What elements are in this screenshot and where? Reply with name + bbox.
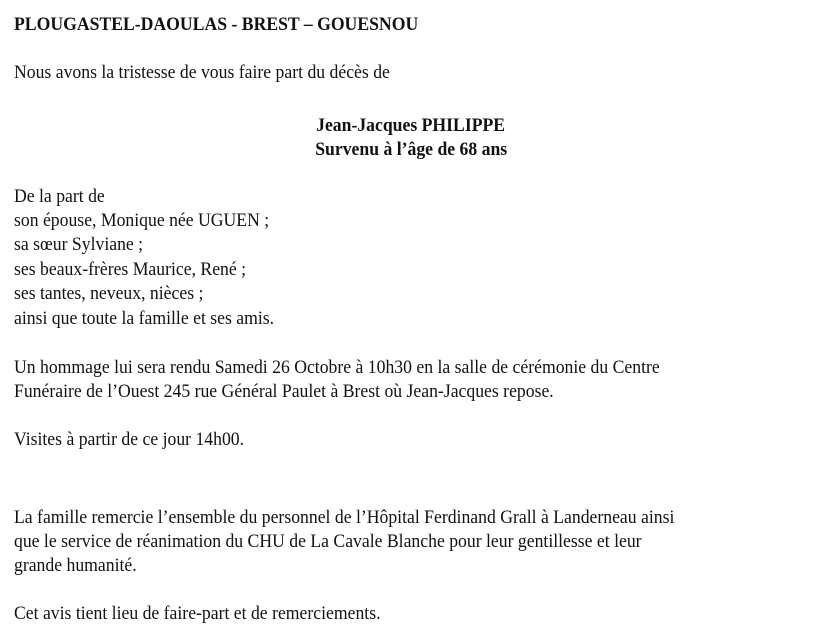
family-line: ses tantes, neveux, nièces ; (14, 283, 204, 304)
closing-text: Cet avis tient lieu de faire-part et de remerciements. (14, 603, 381, 624)
thanks-line: La famille remercie l’ensemble du personnel de l’Hôpital Ferdinand Grall à Landerneau ainsi (14, 507, 675, 528)
thanks-line: que le service de réanimation du CHU de La Cavale Blanche pour leur gentillesse et leur (14, 531, 642, 552)
thanks-line: grande humanité. (14, 555, 137, 576)
deceased-age (0, 139, 822, 161)
ceremony-line: Funéraire de l’Ouest 245 rue Général Paulet à Brest où Jean-Jacques repose. (14, 381, 554, 402)
family-line: sa sœur Sylviane ; (14, 234, 144, 255)
deceased-name (0, 115, 822, 137)
deceased-name-text: Jean-Jacques PHILIPPE (316, 115, 506, 136)
visits-text: Visites à partir de ce jour 14h00. (14, 429, 245, 450)
ceremony-line: Un hommage lui sera rendu Samedi 26 Octobre à 10h30 en la salle de cérémonie du Centre (14, 357, 660, 378)
deceased-age-text: Survenu à l’âge de 68 ans (315, 139, 507, 160)
family-line: son épouse, Monique née UGUEN ; (14, 210, 270, 231)
family-line: ses beaux-frères Maurice, René ; (14, 259, 247, 280)
intro-text: Nous avons la tristesse de vous faire part du décès de (14, 62, 390, 83)
header-locations: PLOUGASTEL-DAOULAS - BREST – GOUESNOU (14, 14, 419, 35)
family-line: De la part de (14, 186, 105, 207)
family-line: ainsi que toute la famille et ses amis. (14, 308, 275, 329)
